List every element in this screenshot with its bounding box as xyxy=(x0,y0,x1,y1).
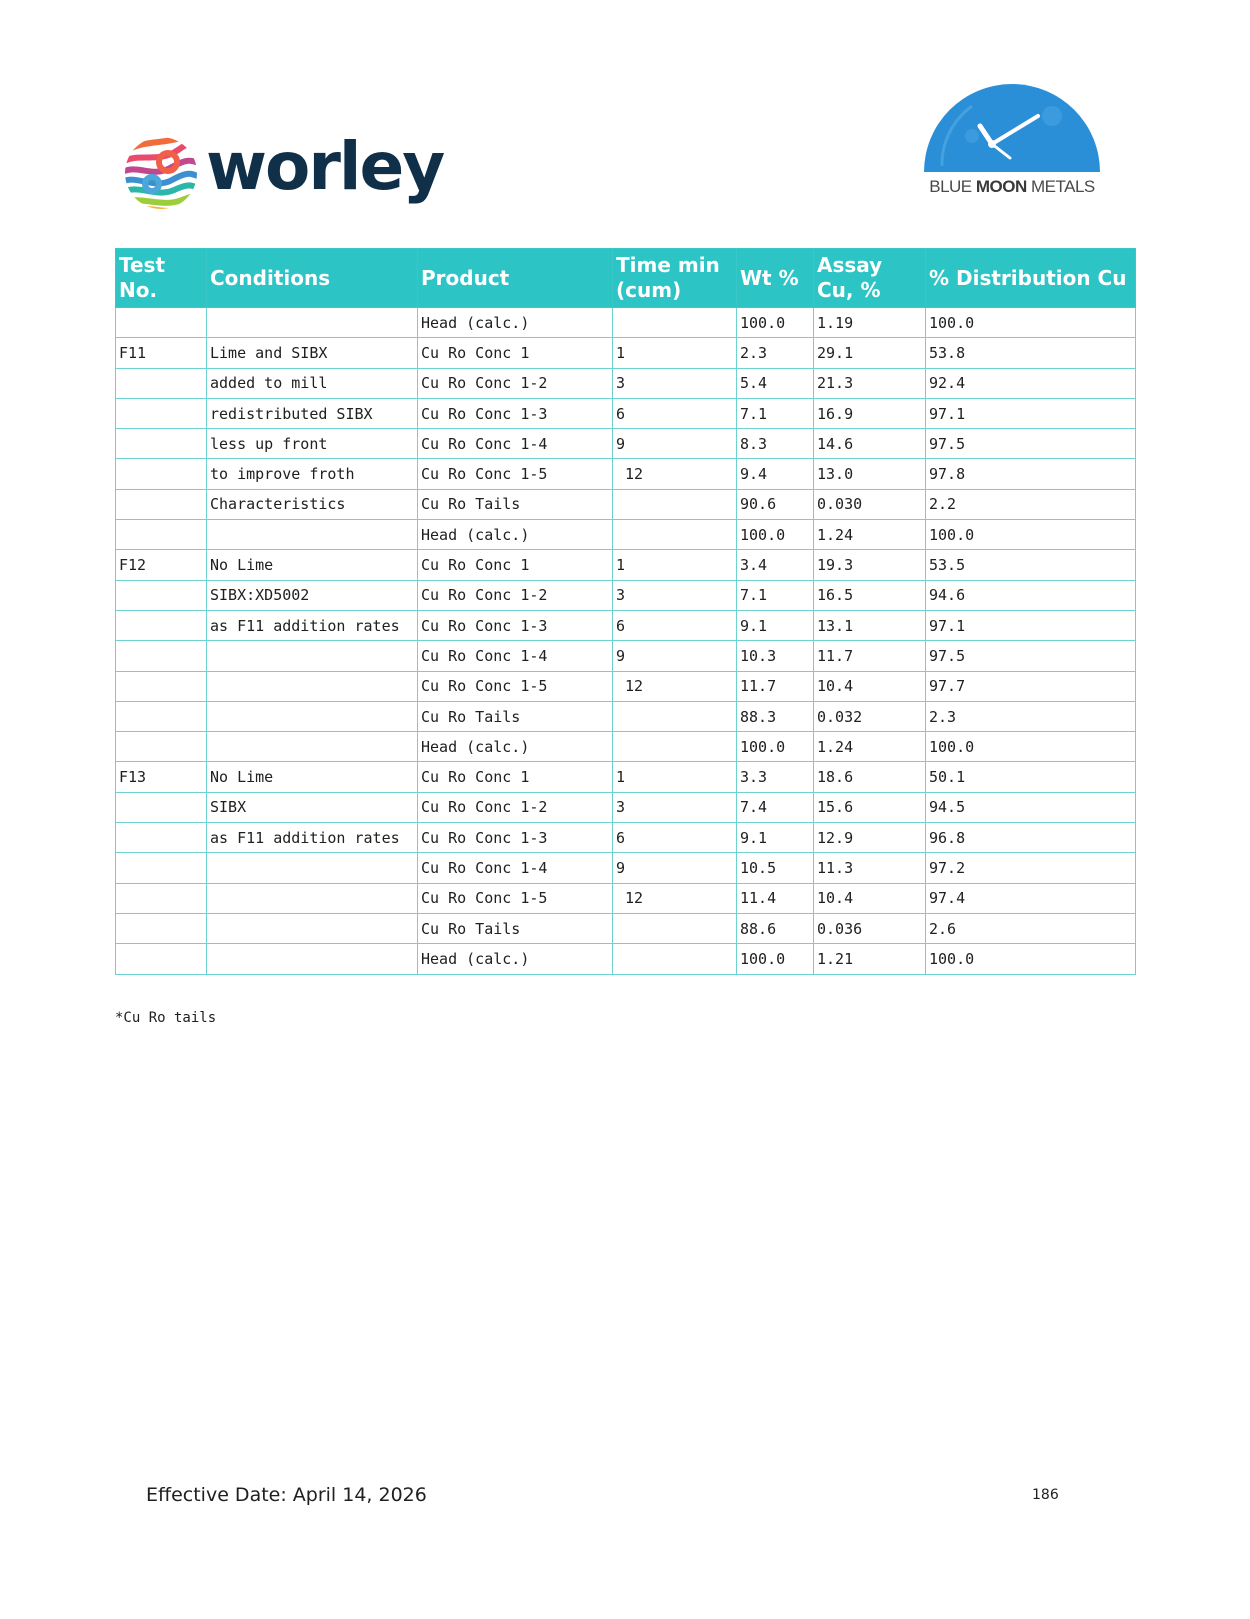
table-row xyxy=(116,823,1136,853)
cell-time: 3 xyxy=(613,368,737,398)
cell-product: Cu Ro Conc 1 xyxy=(418,550,613,580)
table-row xyxy=(116,944,1136,974)
cell-assay: 0.030 xyxy=(814,489,926,519)
cell-product: Cu Ro Conc 1-4 xyxy=(418,429,613,459)
cell-conditions xyxy=(207,641,418,671)
cell-test-no xyxy=(116,853,207,883)
table-row xyxy=(116,671,1136,701)
cell-distribution: 97.7 xyxy=(926,671,1136,701)
cell-product: Cu Ro Conc 1 xyxy=(418,338,613,368)
cell-conditions: SIBX xyxy=(207,792,418,822)
cell-conditions xyxy=(207,671,418,701)
table-row xyxy=(116,489,1136,519)
header-product: Product xyxy=(418,249,613,308)
cell-time: 6 xyxy=(613,610,737,640)
cell-distribution: 97.4 xyxy=(926,883,1136,913)
table-row xyxy=(116,732,1136,762)
cell-product: Cu Ro Conc 1-5 xyxy=(418,883,613,913)
table-row xyxy=(116,308,1136,338)
cell-distribution: 97.8 xyxy=(926,459,1136,489)
cell-conditions: as F11 addition rates xyxy=(207,823,418,853)
cell-distribution: 97.5 xyxy=(926,641,1136,671)
cell-conditions: Lime and SIBX xyxy=(207,338,418,368)
cell-time: 6 xyxy=(613,398,737,428)
cell-wt: 11.7 xyxy=(737,671,814,701)
cell-assay: 1.24 xyxy=(814,732,926,762)
cell-product: Cu Ro Conc 1 xyxy=(418,762,613,792)
table-row xyxy=(116,520,1136,550)
cell-test-no xyxy=(116,489,207,519)
cell-wt: 7.1 xyxy=(737,580,814,610)
moon-clock-icon xyxy=(912,76,1112,176)
cell-product: Cu Ro Tails xyxy=(418,489,613,519)
cell-wt: 88.6 xyxy=(737,913,814,943)
cell-test-no xyxy=(116,732,207,762)
cell-time xyxy=(613,944,737,974)
blue-moon-metals-wordmark: BLUE MOON METALS xyxy=(929,177,1095,196)
cell-wt: 9.4 xyxy=(737,459,814,489)
table-row xyxy=(116,641,1136,671)
effective-date: Effective Date: April 14, 2026 xyxy=(146,1484,427,1506)
cell-conditions xyxy=(207,520,418,550)
cell-assay: 1.21 xyxy=(814,944,926,974)
page-number: 186 xyxy=(1032,1487,1059,1503)
cell-product: Cu Ro Conc 1-2 xyxy=(418,580,613,610)
table-row xyxy=(116,429,1136,459)
cell-wt: 100.0 xyxy=(737,308,814,338)
cell-wt: 8.3 xyxy=(737,429,814,459)
cell-conditions: added to mill xyxy=(207,368,418,398)
cell-test-no: F12 xyxy=(116,550,207,580)
cell-assay: 15.6 xyxy=(814,792,926,822)
cell-wt: 3.4 xyxy=(737,550,814,580)
cell-time: 12 xyxy=(613,883,737,913)
cell-assay: 10.4 xyxy=(814,883,926,913)
table-row xyxy=(116,762,1136,792)
cell-conditions: No Lime xyxy=(207,762,418,792)
cell-product: Cu Ro Tails xyxy=(418,701,613,731)
cell-test-no xyxy=(116,520,207,550)
cell-distribution: 2.6 xyxy=(926,913,1136,943)
cell-distribution: 100.0 xyxy=(926,944,1136,974)
cell-wt: 100.0 xyxy=(737,732,814,762)
cell-product: Head (calc.) xyxy=(418,520,613,550)
cell-test-no xyxy=(116,398,207,428)
cell-distribution: 96.8 xyxy=(926,823,1136,853)
cell-assay: 19.3 xyxy=(814,550,926,580)
cell-assay: 13.1 xyxy=(814,610,926,640)
cell-product: Cu Ro Conc 1-2 xyxy=(418,368,613,398)
cell-conditions xyxy=(207,732,418,762)
cell-wt: 7.1 xyxy=(737,398,814,428)
cell-time: 9 xyxy=(613,429,737,459)
cell-test-no xyxy=(116,671,207,701)
cell-wt: 100.0 xyxy=(737,944,814,974)
header-conditions: Conditions xyxy=(207,249,418,308)
cell-test-no xyxy=(116,701,207,731)
cell-test-no xyxy=(116,641,207,671)
cell-product: Head (calc.) xyxy=(418,308,613,338)
cell-assay: 0.036 xyxy=(814,913,926,943)
cell-distribution: 97.1 xyxy=(926,610,1136,640)
cell-time xyxy=(613,489,737,519)
header-test-no: Test No. xyxy=(116,249,207,308)
cell-product: Cu Ro Conc 1-3 xyxy=(418,610,613,640)
table-footnote: *Cu Ro tails xyxy=(115,1010,217,1026)
cell-product: Cu Ro Conc 1-3 xyxy=(418,398,613,428)
cell-product: Cu Ro Conc 1-2 xyxy=(418,792,613,822)
cell-distribution: 97.2 xyxy=(926,853,1136,883)
table-body xyxy=(116,308,1136,975)
cell-conditions xyxy=(207,913,418,943)
table-row xyxy=(116,853,1136,883)
cell-distribution: 100.0 xyxy=(926,520,1136,550)
cell-distribution: 97.5 xyxy=(926,429,1136,459)
cell-test-no xyxy=(116,823,207,853)
cell-assay: 10.4 xyxy=(814,671,926,701)
cell-wt: 88.3 xyxy=(737,701,814,731)
cell-conditions: to improve froth xyxy=(207,459,418,489)
table-row xyxy=(116,792,1136,822)
cell-assay: 13.0 xyxy=(814,459,926,489)
cell-test-no xyxy=(116,944,207,974)
cell-conditions xyxy=(207,853,418,883)
cell-assay: 16.9 xyxy=(814,398,926,428)
cell-assay: 16.5 xyxy=(814,580,926,610)
cell-test-no xyxy=(116,580,207,610)
cell-wt: 10.5 xyxy=(737,853,814,883)
cell-wt: 9.1 xyxy=(737,823,814,853)
table-row xyxy=(116,913,1136,943)
cell-wt: 10.3 xyxy=(737,641,814,671)
cell-time xyxy=(613,732,737,762)
table-row xyxy=(116,550,1136,580)
header-wt: Wt % xyxy=(737,249,814,308)
cell-distribution: 50.1 xyxy=(926,762,1136,792)
cell-time: 1 xyxy=(613,762,737,792)
blue-moon-metals-logo xyxy=(912,76,1112,206)
cell-product: Cu Ro Conc 1-4 xyxy=(418,641,613,671)
cell-conditions: as F11 addition rates xyxy=(207,610,418,640)
cell-distribution: 2.3 xyxy=(926,701,1136,731)
cell-distribution: 94.5 xyxy=(926,792,1136,822)
cell-product: Cu Ro Conc 1-3 xyxy=(418,823,613,853)
cell-conditions: SIBX:XD5002 xyxy=(207,580,418,610)
cell-distribution: 97.1 xyxy=(926,398,1136,428)
cell-wt: 100.0 xyxy=(737,520,814,550)
cell-wt: 7.4 xyxy=(737,792,814,822)
cell-test-no xyxy=(116,610,207,640)
cell-time: 12 xyxy=(613,671,737,701)
cell-wt: 11.4 xyxy=(737,883,814,913)
cell-time: 12 xyxy=(613,459,737,489)
cell-distribution: 2.2 xyxy=(926,489,1136,519)
cell-conditions xyxy=(207,883,418,913)
header-time: Time min (cum) xyxy=(613,249,737,308)
cell-test-no xyxy=(116,368,207,398)
cell-time: 1 xyxy=(613,550,737,580)
header-distribution: % Distribution Cu xyxy=(926,249,1136,308)
cell-time: 9 xyxy=(613,641,737,671)
cell-conditions: less up front xyxy=(207,429,418,459)
cell-assay: 29.1 xyxy=(814,338,926,368)
table-row xyxy=(116,701,1136,731)
cell-conditions: No Lime xyxy=(207,550,418,580)
cell-test-no: F11 xyxy=(116,338,207,368)
cell-conditions xyxy=(207,944,418,974)
cell-test-no xyxy=(116,308,207,338)
header-assay: Assay Cu, % xyxy=(814,249,926,308)
worley-swirl-icon xyxy=(122,134,200,212)
cell-test-no xyxy=(116,459,207,489)
cell-distribution: 92.4 xyxy=(926,368,1136,398)
cell-time xyxy=(613,701,737,731)
table-row xyxy=(116,338,1136,368)
cell-wt: 9.1 xyxy=(737,610,814,640)
cell-conditions xyxy=(207,701,418,731)
table-header-row xyxy=(116,249,1136,308)
cell-test-no xyxy=(116,913,207,943)
cell-conditions xyxy=(207,308,418,338)
cell-distribution: 94.6 xyxy=(926,580,1136,610)
worley-logo xyxy=(122,127,444,215)
cell-product: Cu Ro Conc 1-4 xyxy=(418,853,613,883)
cell-assay: 12.9 xyxy=(814,823,926,853)
cell-assay: 14.6 xyxy=(814,429,926,459)
cell-assay: 18.6 xyxy=(814,762,926,792)
cell-wt: 90.6 xyxy=(737,489,814,519)
cell-distribution: 53.5 xyxy=(926,550,1136,580)
cell-product: Cu Ro Conc 1-5 xyxy=(418,459,613,489)
cell-wt: 2.3 xyxy=(737,338,814,368)
table-row xyxy=(116,580,1136,610)
cell-assay: 11.7 xyxy=(814,641,926,671)
table-row xyxy=(116,398,1136,428)
cell-assay: 0.032 xyxy=(814,701,926,731)
cell-time: 3 xyxy=(613,580,737,610)
cell-assay: 11.3 xyxy=(814,853,926,883)
cell-product: Cu Ro Conc 1-5 xyxy=(418,671,613,701)
table-row xyxy=(116,459,1136,489)
cell-test-no xyxy=(116,883,207,913)
cell-conditions: redistributed SIBX xyxy=(207,398,418,428)
cell-test-no xyxy=(116,792,207,822)
table-row xyxy=(116,610,1136,640)
cell-time xyxy=(613,913,737,943)
cell-product: Cu Ro Tails xyxy=(418,913,613,943)
cell-time: 9 xyxy=(613,853,737,883)
cell-product: Head (calc.) xyxy=(418,944,613,974)
cell-conditions: Characteristics xyxy=(207,489,418,519)
cell-distribution: 100.0 xyxy=(926,732,1136,762)
cell-assay: 1.19 xyxy=(814,308,926,338)
cell-assay: 1.24 xyxy=(814,520,926,550)
cell-time xyxy=(613,308,737,338)
cell-wt: 3.3 xyxy=(737,762,814,792)
worley-wordmark: worley xyxy=(206,127,444,205)
cell-distribution: 53.8 xyxy=(926,338,1136,368)
cell-time: 3 xyxy=(613,792,737,822)
cell-time: 6 xyxy=(613,823,737,853)
cell-test-no: F13 xyxy=(116,762,207,792)
cell-wt: 5.4 xyxy=(737,368,814,398)
cell-distribution: 100.0 xyxy=(926,308,1136,338)
cell-assay: 21.3 xyxy=(814,368,926,398)
table-row xyxy=(116,368,1136,398)
table-row xyxy=(116,883,1136,913)
cell-time: 1 xyxy=(613,338,737,368)
cell-test-no xyxy=(116,429,207,459)
cell-product: Head (calc.) xyxy=(418,732,613,762)
flotation-results-table xyxy=(115,248,1136,975)
cell-time xyxy=(613,520,737,550)
